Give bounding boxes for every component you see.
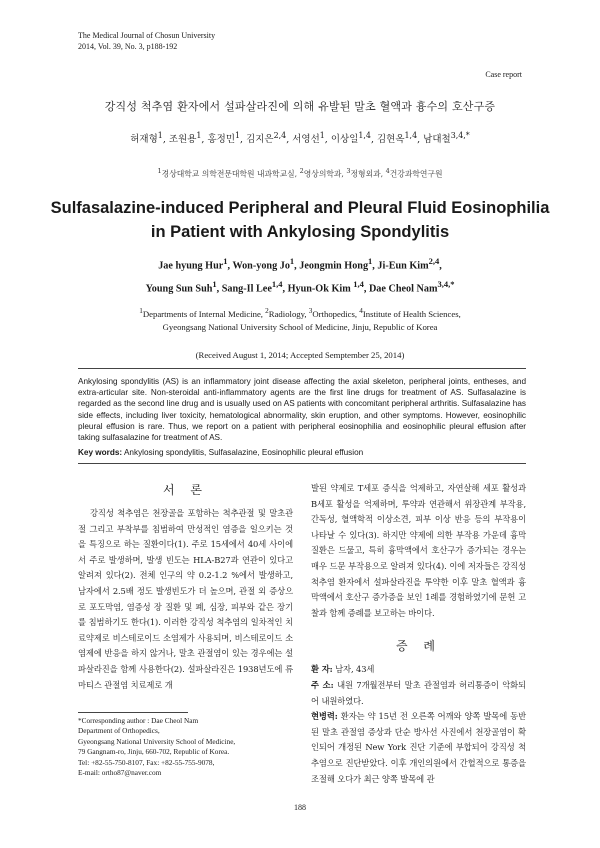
correspondence-line: 79 Gangnam-ro, Jinju, 660-702, Republic of Korea. xyxy=(78,747,230,757)
english-affiliation-line-2: Gyeongsang National University School of Medicine, Jinju, Republic of Korea xyxy=(162,321,438,332)
keywords-label: Key words: xyxy=(78,448,123,457)
history-line xyxy=(311,709,526,787)
article-type: Case report xyxy=(485,70,522,79)
complaint-line xyxy=(311,678,526,709)
right-column xyxy=(311,481,526,787)
english-affiliation-line-1: $^1$Departments of Internal Medicine, $^2$Radiology, $^3$Orthopedics, $^4$Institute of Health Sciences, xyxy=(139,307,461,319)
journal-name: The Medical Journal of Chosun University xyxy=(78,31,216,40)
patient-label: 환 자: xyxy=(311,664,333,675)
correspondence-line: Tel: +82-55-750-8107, Fax: +82-55-755-9078, xyxy=(78,757,215,767)
correspondence-line: E-mail: ortho87@naver.com xyxy=(78,768,162,778)
english-title-line-1: Sulfasalazine-induced Peripheral and Pleural Fluid Eosinophilia xyxy=(50,199,550,217)
journal-citation: 2014, Vol. 39, No. 3, p188-192 xyxy=(78,42,178,51)
patient-text: 남자, 43세 xyxy=(332,664,375,675)
keywords-text: Ankylosing spondylitis, Sulfasalazine, Eosinophilic pleural effusion xyxy=(122,448,364,457)
korean-title: 강직성 척추염 환자에서 설파살라진에 의해 유발된 말초 혈액과 흉수의 호산구증 xyxy=(104,100,496,113)
case-body xyxy=(311,662,526,787)
english-title xyxy=(0,196,600,244)
divider-top xyxy=(78,368,526,369)
case-heading: 증 례 xyxy=(396,639,441,654)
english-title-line-2: in Patient with Ankylosing Spondylitis xyxy=(150,223,450,241)
english-affiliations xyxy=(0,305,600,334)
patient-line xyxy=(311,662,526,678)
english-authors-line-1: Jae hyung Hur$^1$, Won-yong Jo$^1$, Jeongmin Hong$^1$, Ji-Eun Kim$^{2,4}$, xyxy=(158,256,442,272)
intro-continued-paragraph: 발된 약제로 T세포 증식을 억제하고, 자연살해 세포 활성과 B세포 활성을 억제하며, 투약과 연관해서 위장관계 부작용, 간독성, 혈액학적 이상소견, 피부 이상 반응 등의 부작용이 나타날 수 있다(3). 하지만 약제에 의한 부작용 가운데 흉막 질환은 드물고, 특히 흉막액에서 호산구가 증가되는 경우는 매우 드문 부작용으로 알려져 있다(4). 이에 저자들은 강직성 척추염 환자에서 설파살라진을 투약한 이후 말초 혈액과 흉막액에서 호산구 증가증을 보인 1례를 경험하였기에 문헌 고찰과 함께 증례를 보고하는 바이다. xyxy=(311,483,526,618)
korean-affiliations: $^1$경상대학교 의학전문대학원 내과학교실, $^2$영상의학과, $^3$정형외과, $^4$건강과학연구원 xyxy=(157,167,443,179)
intro-continued xyxy=(311,481,526,621)
history-text: 환자는 약 15년 전 오른쪽 어깨와 양쪽 발목에 동반된 말초 관절염 증상과 단순 방사선 사진에서 천장골염이 확인되어 개정된 New York 진단 기준에 부합되어 강직성 척추염으로 진단받았다. 이후 개인의원에서 간헐적으로 통증을 조절해 오다가 최근 양쪽 발목에 관 xyxy=(311,711,526,784)
abstract: Ankylosing spondylitis (AS) is an inflammatory joint disease affecting the axial skeleton, peripheral joints, entheses, and extra-articular site. Non-steroidal anti-inflammatory agents are the first line drugs for treatment of AS. Sulfasalazine is regarded as the second line drug and is usually used on AS patients with concomitant peripheral arthritis. Sulfasalazine has side effects, including liver toxicity, hematological abnormality, skin eruption, and other symptoms. However, eosinophilic pleural effusion is rare. Thus, we report on a patient with peripheral eosinophilia and eosinophilic pleural effusion after taking sulfasalazine for treatment of AS. xyxy=(78,377,526,443)
correspondence-line: Gyeongsang National University School of Medicine, xyxy=(78,736,236,746)
intro-section xyxy=(78,481,293,693)
intro-heading: 서 론 xyxy=(163,483,208,497)
received-dates: (Received August 1, 2014; Accepted Semptember 25, 2014) xyxy=(195,350,405,360)
journal-header xyxy=(78,30,215,52)
complaint-text: 내원 7개월전부터 말초 관절염과 허리통증이 악화되어 내원하였다. xyxy=(311,679,526,706)
english-authors-line-2: Young Sun Suh$^1$, Sang-Il Lee$^{1,4}$, Hyun-Ok Kim $^{1,4}$, Dae Cheol Nam$^{3,4,*}$ xyxy=(145,279,455,295)
correspondence-line: *Corresponding author : Dae Cheol Nam xyxy=(78,716,199,725)
page-number: 188 xyxy=(294,803,306,812)
complaint-label: 주 소: xyxy=(311,679,334,690)
intro-paragraph: 강직성 척추염은 천장골을 포함하는 척추관절 및 말초관절 그리고 부착부를 침범하여 만성적인 염증을 일으키는 것을 특징으로 하는 질환이다(1). 주로 15세에서 40세 사이에서 주로 발생하며, 발생 빈도는 HLA-B27과 연관이 있다고 알려져 있다(2). 전체 인구의 약 0.2-1.2 %에서 발생하고, 남자에서 2.5배 정도 발생빈도가 더 높으며, 관절 외 증상으로 포도막염, 염증성 장 질환 및 폐, 심장, 피부와 같은 장기를 침범하기도 한다(1). 이러한 강직성 척추염의 일차적인 치료약제로 비스테로이드 소염제가 사용되며, 비스테로이드 소염제에 반응을 하지 않거나, 말초 관절염이 있는 경우에는 설파살라진을 함께 사용한다(2). 설파살라진은 1938년도에 류마티스 관절염 치료제로 개 xyxy=(78,508,293,690)
correspondence-block xyxy=(78,716,278,778)
history-label: 현병력: xyxy=(311,711,338,722)
english-authors xyxy=(0,252,600,299)
intro-body xyxy=(78,506,293,693)
divider-bottom xyxy=(78,463,526,464)
footnote-divider xyxy=(78,712,188,713)
keywords xyxy=(78,448,526,457)
korean-authors: 허재형$^1$, 조원용$^1$, 홍정민$^1$, 김지은$^{2,4}$, 서영선$^1$, 이상일$^{1,4}$, 김현옥$^{1,4}$, 남대철$^{3,4,*}$ xyxy=(130,131,470,146)
correspondence-line: Department of Orthopedics, xyxy=(78,726,160,736)
